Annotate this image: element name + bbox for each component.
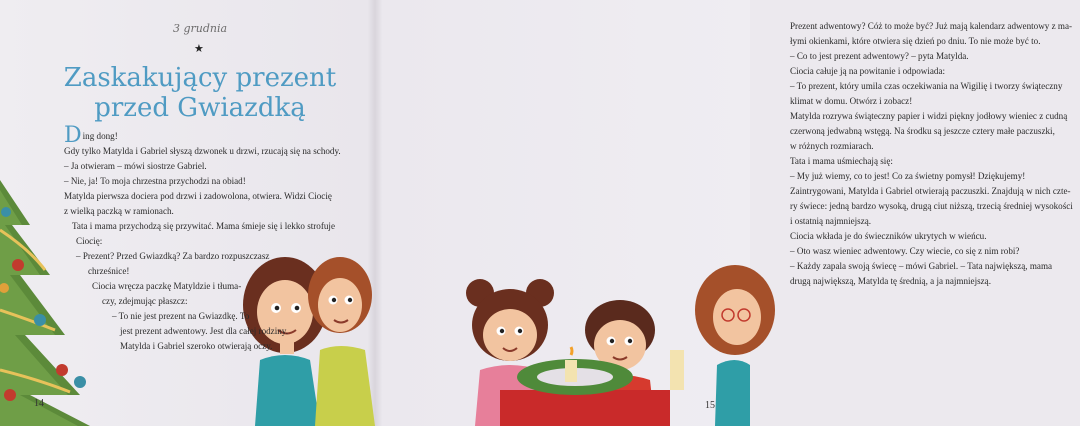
text-line: Prezent adwentowy? Cóż to może być? Już mają kalendarz adwentowy z ma- [790, 21, 1073, 31]
text-line: łymi okienkami, które otwiera się dzień po dniu. To nie może być to. [790, 36, 1041, 46]
first-line [64, 123, 364, 148]
text-line: Tata i mama przychodzą się przywitać. Mama śmieje się i lekko strofuje [72, 221, 335, 231]
text-line: – Oto wasz wieniec adwentowy. Czy wiecie, co się z nim robi? [790, 246, 1020, 256]
text-line: jest prezent adwentowy. Jest dla całej rodziny. [120, 326, 289, 336]
text-line: Matylda pierwsza dociera pod drzwi i zadowolona, otwiera. Widzi Ciocię [64, 191, 332, 201]
text-line: Zaintrygowani, Matylda i Gabriel otwierają paczuszki. Znajdują w nich czte- [790, 186, 1071, 196]
star-icon: ★ [194, 42, 204, 55]
text-line: – Prezent? Przed Gwiazdką? Za bardzo rozpuszczasz [76, 251, 270, 261]
text-line: ry świece: jedną bardzo wysoką, drugą ciut niższą, trzecią średniej wysokości [790, 201, 1073, 211]
first-line-rest: ing dong! [82, 131, 118, 141]
text-line: Ciocia wręcza paczkę Matyldzie i tłuma- [92, 281, 242, 291]
text-line: Ciocia całuje ją na powitanie i odpowiada: [790, 66, 946, 76]
text-line: Gdy tylko Matylda i Gabriel słyszą dzwonek u drzwi, rzucają się na schody. [64, 146, 341, 156]
text-line: – To prezent, który umila czas oczekiwania na Wigilię i tworzy świąteczny [790, 81, 1063, 91]
chapter-title [60, 63, 340, 123]
left-body-text [64, 123, 364, 354]
text-line: – Nie, ja! To moja chrzestna przychodzi na obiad! [64, 176, 246, 186]
title-line-1: Zaskakujący prezent [63, 63, 337, 93]
text-line: – Każdy zapala swoją świecę – mówi Gabriel. – Tata największą, mama [790, 261, 1053, 271]
text-line: w różnych rozmiarach. [790, 141, 874, 151]
page-number-right: 15 [705, 400, 715, 411]
right-body-text [790, 19, 1080, 289]
text-line: – Co to jest prezent adwentowy? – pyta Matylda. [790, 51, 969, 61]
text-line: Ciocię: [76, 236, 103, 246]
text-line: Matylda i Gabriel szeroko otwierają oczy. [120, 341, 273, 351]
text-line: chrześnice! [88, 266, 130, 276]
drop-cap: D [64, 123, 82, 148]
title-line-2: przed Gwiazdką [94, 93, 306, 123]
text-line: Matylda rozrywa świąteczny papier i widzi piękny jodłowy wieniec z cudną [790, 111, 1068, 121]
text-line: i ostatnią najmniejszą. [790, 216, 872, 226]
date-heading: 3 grudnia [172, 22, 228, 35]
page-number-left: 14 [34, 398, 44, 409]
right-page [375, 0, 1073, 426]
text-line: – To nie jest prezent na Gwiazdkę. To [112, 311, 250, 321]
text-line: – Ja otwieram – mówi siostrze Gabriel. [64, 161, 207, 171]
text-line: Tata i mama uśmiechają się: [790, 156, 893, 166]
left-page [0, 0, 375, 426]
text-line: Ciocia wkłada je do świeczników ukrytych w wieńcu. [790, 231, 987, 241]
text-line: klimat w domu. Otwórz i zobacz! [790, 96, 913, 106]
text-line: – My już wiemy, co to jest! Co za świetny pomysł! Dziękujemy! [790, 171, 1026, 181]
text-line: drugą największą, Matylda tę średnią, a ja najmniejszą. [790, 276, 991, 286]
text-line: z wielką paczką w ramionach. [64, 206, 174, 216]
text-line: czy, zdejmując płaszcz: [102, 296, 188, 306]
text-line: czerwoną jedwabną wstęgą. Na środku są jeszcze cztery małe paczuszki, [790, 126, 1055, 136]
